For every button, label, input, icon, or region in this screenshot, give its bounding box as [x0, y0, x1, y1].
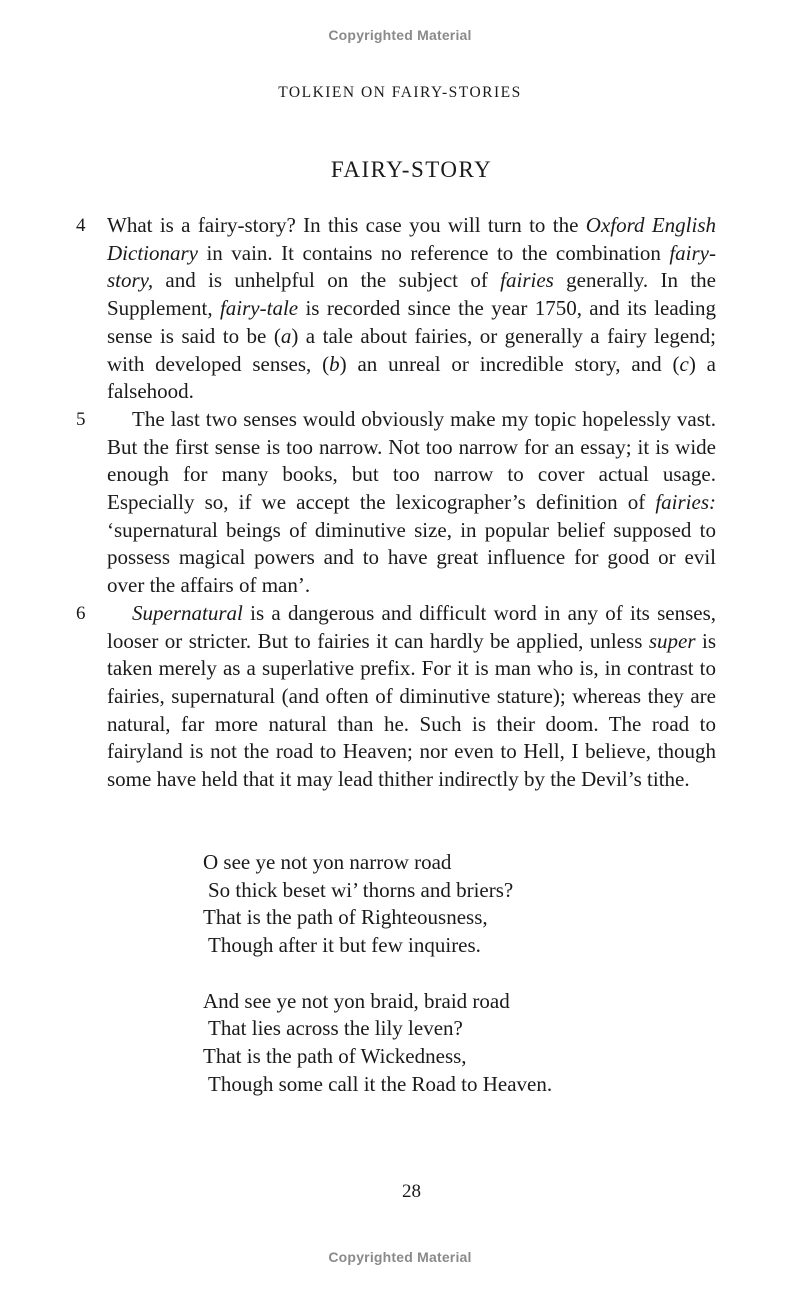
- page-number: 28: [402, 1181, 421, 1202]
- stanza-1: [203, 849, 552, 960]
- text-run: is a dangerous and difficult word in any of its senses, looser or stricter. But to fairies it can hardly be applied, unless: [107, 600, 716, 653]
- chapter-title: FAIRY-STORY: [330, 157, 493, 182]
- verse-line: That lies across the lily leven?: [208, 1016, 463, 1041]
- verse-line: So thick beset wi’ thorns and briers?: [208, 877, 514, 902]
- text-run: ) a falsehood.: [107, 351, 716, 404]
- paragraph-text: [107, 213, 716, 403]
- verse-line: And see ye not yon braid, braid road: [203, 988, 510, 1013]
- text-run: and is unhelpful on the subject of: [153, 268, 501, 293]
- paragraph-number: 6: [76, 602, 86, 624]
- verse-quotation: [203, 849, 552, 1126]
- text-run: is taken merely as a superlative prefix. For it is man who is, in contrast to fairies, supernatural (and often of diminutive stature); whereas they are natural, far more natural than he. Such is their doom. The road to fairyland is not the road to Heaven; nor even to Hell, I believe, though some have held that it may lead thither indirectly by the Devil’s tithe.: [107, 628, 716, 792]
- italic-text: Supernatural: [132, 600, 243, 625]
- verse-line: O see ye not yon narrow road: [203, 850, 452, 874]
- text-run: ‘supernatural beings of diminutive size, in popular belief supposed to possess magical powers and to have great influence for good or evil over the affairs of man’.: [107, 517, 716, 598]
- italic-text: fairies: [500, 268, 554, 293]
- paragraph-4: [76, 212, 717, 406]
- text-run: What is a fairy-story? In this case you will turn to the: [107, 213, 586, 237]
- paragraph-6: [76, 600, 716, 794]
- paragraph-number: 4: [76, 215, 86, 236]
- text-run: is recorded since the year 1750, and its leading sense is said to be (: [107, 296, 717, 348]
- italic-text: a: [280, 323, 292, 348]
- text-run: in vain. It contains no reference to the combination: [197, 240, 670, 265]
- body-text: [76, 212, 717, 794]
- italic-text: fairy-story,: [107, 240, 716, 293]
- italic-text: b: [329, 351, 340, 376]
- text-run: ) a tale about fairies, or generally a fairy legend; with developed senses, (: [107, 323, 716, 376]
- stanza-2: [203, 988, 552, 1099]
- italic-text: c: [679, 351, 689, 376]
- italic-text: super: [648, 628, 696, 653]
- italic-text: fairy-tale: [219, 296, 299, 321]
- paragraph-text: [107, 407, 716, 597]
- text-run: generally. In the Supplement,: [107, 268, 716, 321]
- copyright-watermark-top: Copyrighted Material: [328, 27, 472, 43]
- paragraph-text: [107, 601, 716, 791]
- paragraph-number: 5: [76, 408, 86, 430]
- paragraph-5: [76, 406, 716, 600]
- verse-line: That is the path of Righteousness,: [203, 905, 488, 930]
- verse-line: That is the path of Wickedness,: [203, 1043, 467, 1068]
- italic-text: Oxford English Dictionary: [107, 213, 717, 265]
- italic-text: fairies:: [655, 490, 716, 515]
- verse-line: Though after it but few inquires.: [208, 933, 481, 958]
- copyright-watermark-bottom: Copyrighted Material: [328, 1249, 472, 1265]
- text-run: The last two senses would obviously make my topic hopelessly vast. But the first sense is too narrow. Not too narrow for an essay; it is wide enough for many books, but too narrow to cover actual usage. Especially so, if we accept the lexicographer’s definition of: [107, 406, 716, 515]
- text-run: ) an unreal or incredible story, and (: [339, 351, 680, 376]
- running-head: TOLKIEN ON FAIRY-STORIES: [278, 84, 522, 101]
- verse-line: Though some call it the Road to Heaven.: [208, 1071, 553, 1096]
